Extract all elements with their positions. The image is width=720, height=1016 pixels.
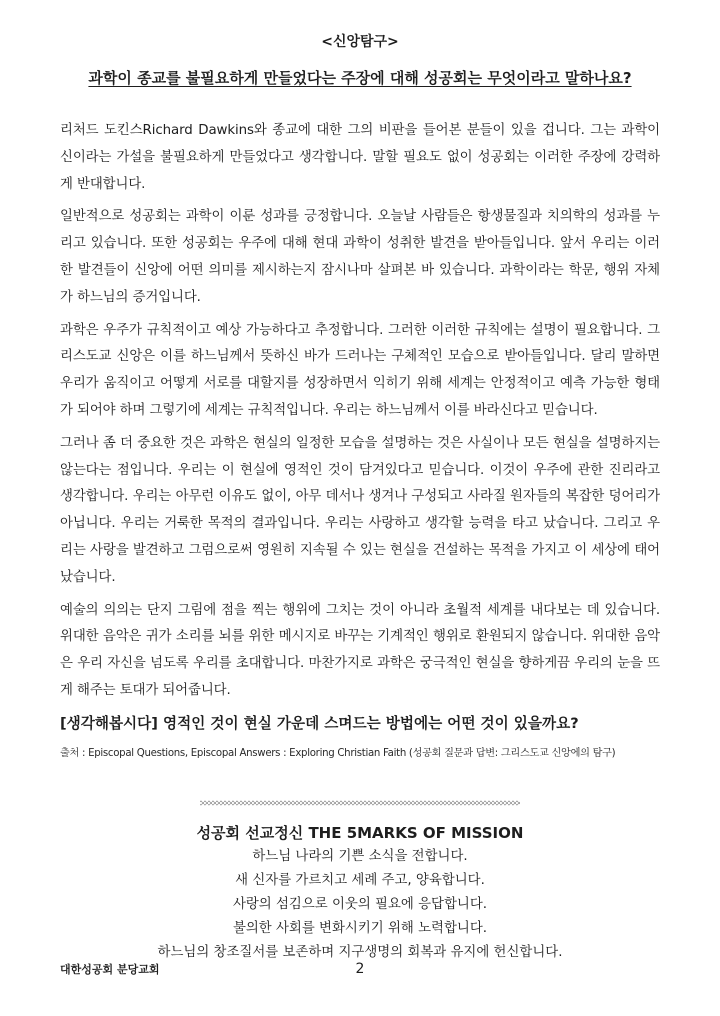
source-citation: 출처 : Episcopal Questions, Episcopal Answers : Exploring Christian Faith (성공회 질문과 답변: 그리스도교 신앙에의 탐구)	[60, 747, 616, 759]
mission-item: 사랑의 섬김으로 이웃의 필요에 응답합니다.	[232, 896, 488, 912]
footer-church-name: 대한성공회 분당교회	[60, 963, 160, 976]
page-number: 2	[355, 961, 365, 977]
mission-list	[0, 845, 720, 965]
mission-item: 불의한 사회를 변화시키기 위해 노력합니다.	[232, 920, 488, 936]
page-title: 과학이 종교를 불필요하게 만들었다는 주장에 대해 성공회는 무엇이라고 말하나요?	[88, 69, 632, 87]
article-paragraph: 그러나 좀 더 중요한 것은 과학은 현실의 일정한 모습을 설명하는 것은 사실이나 모든 현실을 설명하지는 않는다는 점입니다. 우리는 이 현실에 영적인 것이 담겨있다고 믿습니다. 이것이 우주에 관한 진리라고 생각합니다. 우리는 아무런 이유도 없이, 아무 데서나 생겨나 구성되고 사라질 원자들의 복잡한 덩어리가 아닙니다. 우리는 거룩한 목적의 결과입니다. 우리는 사랑하고 생각할 능력을 타고 났습니다. 그리고 우리는 사랑을 발견하고 그럼으로써 영원히 지속될 수 있는 현실을 건설하는 목적을 가지고 이 세상에 태어났습니다.	[60, 435, 660, 585]
article-paragraph: 리처드 도킨스Richard Dawkins와 종교에 대한 그의 비판을 들어본 분들이 있을 겁니다. 그는 과학이 신이라는 가설을 불필요하게 만들었다고 생각합니다. 말할 필요도 없이 성공회는 이러한 주장에 강력하게 반대합니다.	[60, 123, 660, 192]
article-paragraph: 과학은 우주가 규칙적이고 예상 가능하다고 추정합니다. 그러한 이러한 규칙에는 설명이 필요합니다. 그리스도교 신앙은 이를 하느님께서 뜻하신 바가 드러나는 구체적인 모습으로 받아들입니다. 달리 말하면 우리가 움직이고 어떻게 서로를 대할지를 성장하면서 익히기 위해 세계는 안정적이고 예측 가능한 형태가 되어야 하며 그렇기에 세계는 규칙적입니다. 우리는 하느님께서 이를 바라신다고 믿습니다.	[60, 322, 660, 418]
wavy-divider	[200, 799, 520, 807]
mission-item: 하느님 나라의 기쁜 소식을 전합니다.	[252, 848, 468, 864]
section-label: <신앙탐구>	[321, 34, 399, 50]
mission-item: 하느님의 창조질서를 보존하며 지구생명의 회복과 유지에 헌신합니다.	[157, 944, 563, 960]
mission-heading: 성공회 선교정신 THE 5MARKS OF MISSION	[196, 823, 524, 842]
mission-item: 새 신자를 가르치고 세례 주고, 양육합니다.	[235, 872, 485, 888]
article-paragraph: 일반적으로 성공회는 과학이 이룬 성과를 긍정합니다. 오늘날 사람들은 항생물질과 치의학의 성과를 누리고 있습니다. 또한 성공회는 우주에 대해 현대 과학이 성취한 발견을 받아들입니다. 앞서 우리는 이러한 발견들이 신앙에 어떤 의미를 제시하는지 잠시나마 살펴본 바 있습니다. 과학이라는 학문, 행위 자체가 하느님의 증거입니다.	[60, 209, 660, 305]
reflection-question: [생각해봅시다] 영적인 것이 현실 가운데 스며드는 방법에는 어떤 것이 있을까요?	[60, 714, 579, 732]
article-body	[60, 118, 660, 705]
article-paragraph: 예술의 의의는 단지 그림에 점을 찍는 행위에 그치는 것이 아니라 초월적 세계를 내다보는 데 있습니다. 위대한 음악은 귀가 소리를 뇌를 위한 메시지로 바꾸는 기계적인 행위로 환원되지 않습니다. 위대한 음악은 우리 자신을 넘도록 우리를 초대합니다. 마찬가지로 과학은 궁극적인 현실을 향하게끔 우리의 눈을 뜨게 해주는 토대가 되어줍니다.	[60, 602, 660, 698]
